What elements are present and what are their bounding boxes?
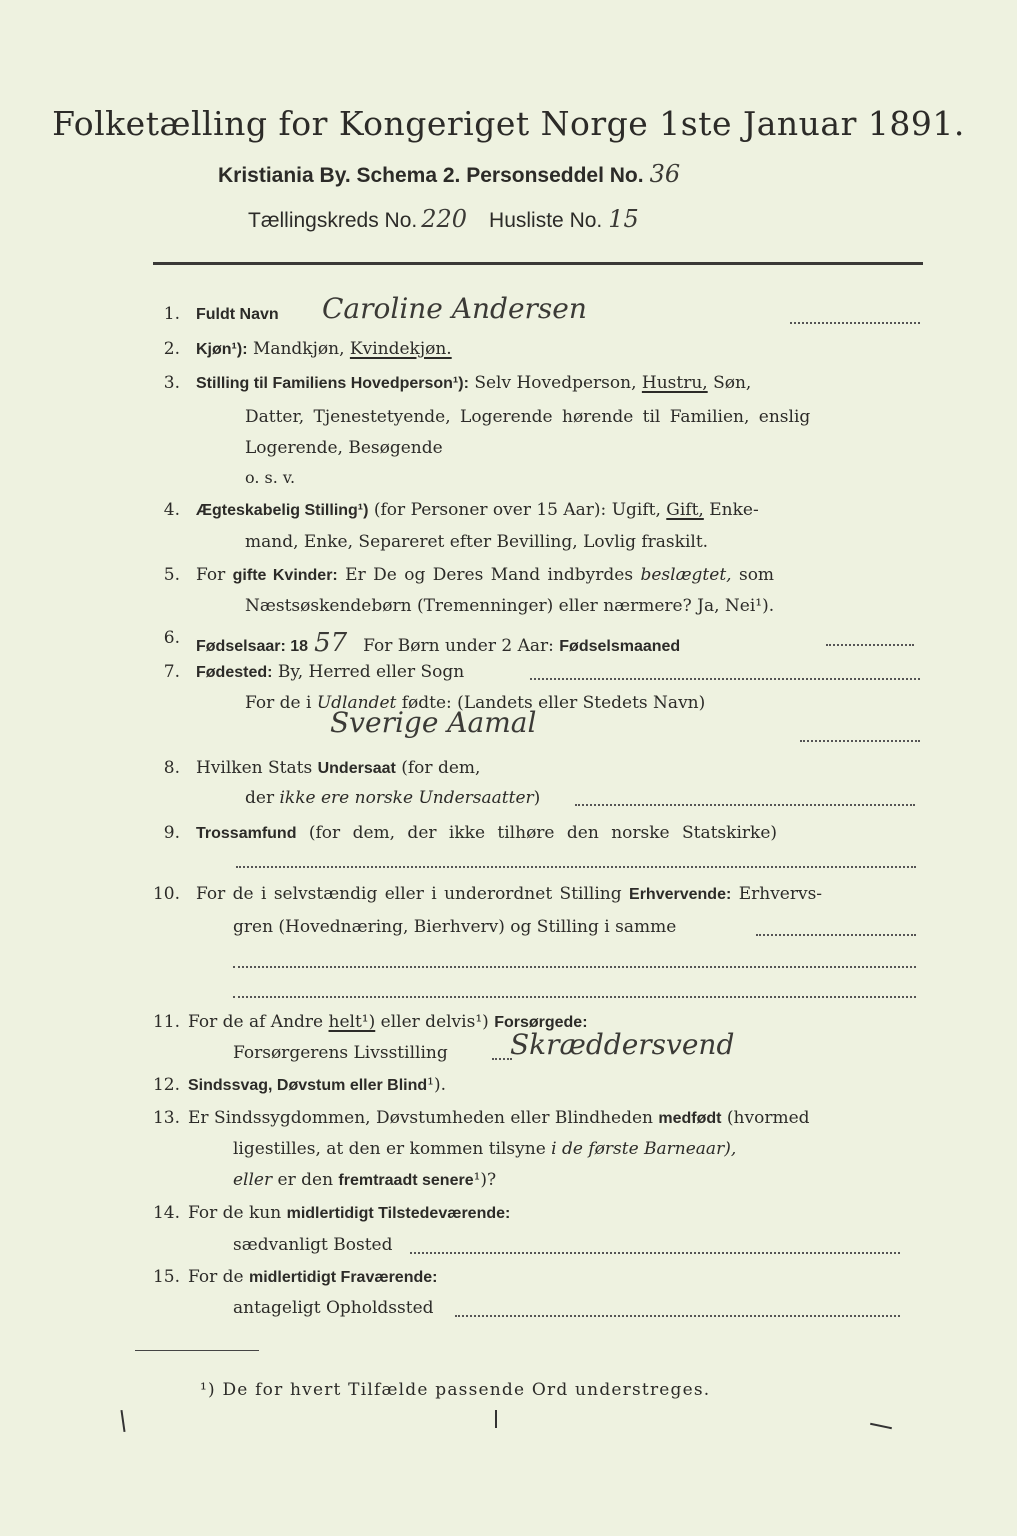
q6-text: For Børn under 2 Aar:: [363, 636, 554, 656]
q3-option-hustru: Hustru,: [641, 373, 708, 393]
schema-line-text: Kristiania By. Schema 2. Personseddel No.: [218, 164, 644, 187]
q10-label: Erhvervende:: [629, 886, 732, 903]
q4-number: 4.: [163, 500, 180, 520]
q11-answer: Skræddersvend: [510, 1028, 735, 1061]
q13-text-a: Er Sindssygdommen, Døvstumheden eller Blindheden: [188, 1108, 653, 1128]
q1-number: 1.: [163, 304, 180, 324]
q12-suffix: ¹).: [427, 1075, 447, 1095]
footnote-rule: [135, 1350, 259, 1351]
q13-text-e: i de første Barneaar),: [551, 1139, 737, 1159]
q2-number: 2.: [163, 339, 180, 359]
q13-line3: [233, 1170, 496, 1190]
q13-text-f: eller: [233, 1170, 273, 1190]
q13-number: 13.: [152, 1108, 180, 1128]
q13-label: medfødt: [658, 1110, 722, 1127]
q13-text-h: ¹)?: [473, 1170, 497, 1190]
q11-label: Forsørgede:: [494, 1014, 588, 1031]
q2-label: Kjøn¹):: [196, 341, 248, 358]
q13-line1: [188, 1108, 810, 1128]
q4-option-enkemand: Enke-: [709, 500, 759, 520]
q5-number: 5.: [163, 565, 180, 585]
q12-line: [188, 1075, 446, 1095]
q2-option-female: Kvindekjøn.: [349, 339, 452, 359]
q7-line1: [196, 662, 464, 682]
q2-line: [196, 339, 452, 359]
q13-text-g: er den: [277, 1170, 334, 1190]
q7-label: Fødested:: [196, 664, 273, 681]
q5-text-e: som: [738, 565, 775, 585]
q12-label: Sindssvag, Døvstum eller Blind: [188, 1077, 428, 1094]
q3-option-son: Søn,: [713, 373, 752, 393]
q1-dotted-line: [790, 322, 920, 324]
q3-option-self: Selv Hovedperson,: [474, 373, 637, 393]
q1-answer: Caroline Andersen: [322, 292, 587, 325]
taellingskreds-label: Tællingskreds No.: [248, 209, 418, 232]
husliste-label: Husliste No.: [489, 209, 603, 232]
q4-text: (for Personer over 15 Aar): Ugift,: [373, 500, 661, 520]
district-line: [248, 205, 639, 233]
q7-text: By, Herred eller Sogn: [277, 662, 465, 682]
q3-number: 3.: [163, 373, 180, 393]
q9-label: Trossamfund: [196, 825, 297, 842]
q14-line2: sædvanligt Bosted: [233, 1235, 393, 1255]
q10-line1: [196, 884, 822, 904]
taellingskreds-number: 220: [421, 205, 468, 233]
q15-line2: antageligt Opholdssted: [233, 1298, 434, 1318]
q10-text-c: Erhvervs-: [738, 884, 823, 904]
q4-option-gift: Gift,: [666, 500, 704, 520]
q3-line1: [196, 373, 751, 393]
q8-text-c: (for dem,: [401, 758, 481, 778]
q10-dotted-line-3: [233, 996, 916, 998]
q8-text-e: ikke ere norske Undersaatter: [279, 788, 534, 808]
q3-line3: Logerende, Besøgende: [245, 438, 443, 458]
q11-text-a: For de af Andre: [188, 1012, 324, 1032]
q6-line: [196, 628, 680, 658]
q4-line1: [196, 500, 759, 520]
q7-answer-dotted-line: [800, 740, 920, 742]
q8-text-d: der: [245, 788, 275, 808]
q6-label-b: Fødselsmaaned: [559, 638, 681, 655]
q6-dotted-line: [826, 644, 914, 646]
q8-line1: [196, 758, 480, 778]
q6-number: 6.: [163, 628, 180, 648]
q8-dotted-line: [575, 804, 915, 806]
q15-text-a: For de: [188, 1267, 244, 1287]
q10-dotted-line: [756, 934, 916, 936]
q15-dotted-line: [455, 1315, 900, 1317]
personseddel-number: 36: [649, 160, 681, 188]
q14-text-a: For de kun: [188, 1203, 282, 1223]
footnote: ¹) De for hvert Tilfælde passende Ord understreges.: [200, 1380, 711, 1400]
q11-text-c: eller delvis¹): [380, 1012, 489, 1032]
q7-number: 7.: [163, 662, 180, 682]
q8-line2: [245, 788, 540, 808]
q8-text-a: Hvilken Stats: [196, 758, 313, 778]
q3-line4: o. s. v.: [245, 468, 296, 487]
q4-line2: mand, Enke, Separeret efter Bevilling, Lovlig fraskilt.: [245, 532, 709, 552]
q13-text-c: (hvormed: [726, 1108, 810, 1128]
q15-line1: [188, 1267, 437, 1287]
q7-answer: Sverige Aamal: [330, 706, 537, 739]
stray-mark-left: [120, 1410, 125, 1432]
husliste-number: 15: [608, 205, 639, 233]
q7-text-c: fødte: (Landets eller Stedets Navn): [401, 693, 706, 713]
q15-number: 15.: [152, 1267, 180, 1287]
q14-number: 14.: [152, 1203, 180, 1223]
q7-text-a: For de i: [245, 693, 312, 713]
q5-line1: [196, 565, 774, 585]
header-rule: [153, 262, 923, 265]
q9-text: (for dem, der ikke tilhøre den norske Statskirke): [308, 823, 778, 843]
q7-dotted-line: [530, 678, 920, 680]
q9-line: [196, 823, 777, 843]
q11-number: 11.: [152, 1012, 180, 1032]
q7-text-b: Udlandet: [316, 693, 397, 713]
q11-line2: Forsørgerens Livsstilling: [233, 1043, 448, 1063]
stray-mark-right: [870, 1423, 892, 1430]
q5-text-a: For: [196, 565, 226, 585]
q11-dotted-line: [492, 1058, 512, 1060]
q8-number: 8.: [163, 758, 180, 778]
q11-option-helt: helt¹): [328, 1012, 376, 1032]
q15-label: midlertidigt Fraværende:: [248, 1269, 438, 1286]
q5-label: gifte Kvinder:: [232, 567, 338, 584]
q6-year-answer: 57: [314, 628, 348, 658]
q13-line2: [233, 1139, 736, 1159]
q14-label: midlertidigt Tilstedeværende:: [286, 1205, 511, 1222]
q6-label: Fødselsaar: 18: [196, 638, 309, 655]
q4-label: Ægteskabelig Stilling¹): [196, 502, 369, 519]
q3-line2: Datter, Tjenestetyende, Logerende hørende til Familien, enslig: [245, 407, 811, 427]
q9-dotted-line: [236, 866, 916, 868]
q10-number: 10.: [152, 884, 180, 904]
q5-line2: Næstsøskendebørn (Tremenninger) eller nærmere? Ja, Nei¹).: [245, 596, 775, 616]
q9-number: 9.: [163, 823, 180, 843]
q8-text-f: ): [533, 788, 541, 808]
q13-text-d: ligestilles, at den er kommen tilsyne: [233, 1139, 546, 1159]
q5-text-c: Er De og Deres Mand indbyrdes: [345, 565, 634, 585]
q3-label: Stilling til Familiens Hovedperson¹):: [196, 375, 469, 392]
q2-option-male: Mandkjøn,: [252, 339, 345, 359]
q14-line1: [188, 1203, 510, 1223]
q10-dotted-line-2: [233, 966, 916, 968]
schema-line: [218, 160, 680, 188]
q8-label: Undersaat: [317, 760, 396, 777]
q5-text-d: beslægtet,: [640, 565, 732, 585]
q10-line2: gren (Hovednæring, Bierhverv) og Stilling i samme: [233, 917, 677, 937]
q13-label-b: fremtraadt senere: [338, 1172, 474, 1189]
stray-mark-center: [495, 1410, 497, 1428]
q12-number: 12.: [152, 1075, 180, 1095]
q1-label: Fuldt Navn: [196, 306, 279, 323]
q10-text-a: For de i selvstændig eller i underordnet Stilling: [196, 884, 622, 904]
form-title: Folketælling for Kongeriget Norge 1ste Januar 1891.: [52, 104, 965, 143]
q14-dotted-line: [410, 1252, 900, 1254]
